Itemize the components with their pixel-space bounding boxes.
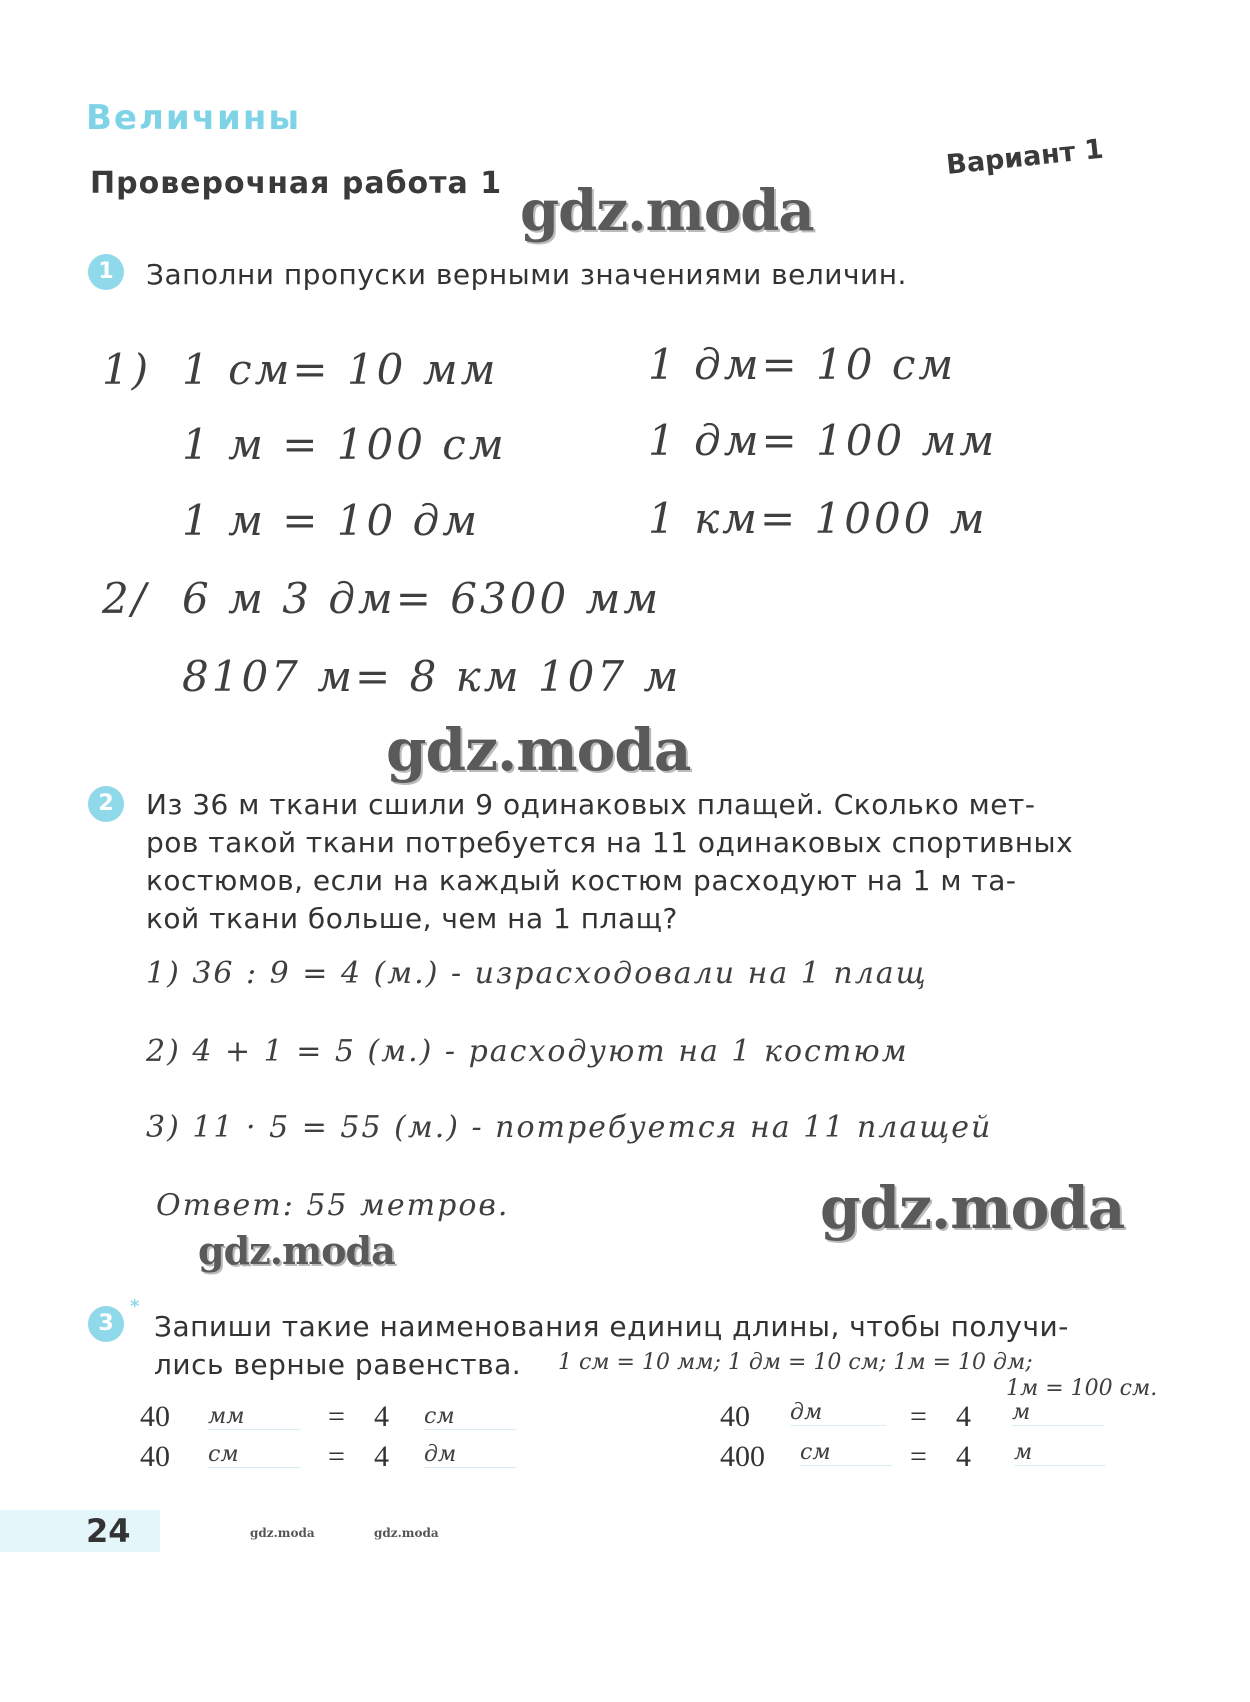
watermark: gdz.moda bbox=[386, 716, 691, 784]
variant-label: Вариант 1 bbox=[944, 133, 1105, 181]
eq-sign: = bbox=[328, 1400, 345, 1433]
task1-label-1: 1) bbox=[102, 345, 152, 394]
task1-answer-row1-left: 1 см= 10 мм bbox=[182, 345, 499, 394]
small-watermark: gdz.moda bbox=[374, 1526, 439, 1540]
task-number-badge: 3 bbox=[88, 1306, 124, 1342]
task1-answer-row5: 8107 м= 8 км 107 м bbox=[182, 652, 682, 701]
watermark: gdz.moda bbox=[820, 1174, 1125, 1242]
task2-line: Из 36 м ткани сшили 9 одинаковых плащей. Сколько мет- bbox=[146, 788, 1036, 821]
eq-unit-answer: дм bbox=[424, 1442, 516, 1468]
eq-value: 40 bbox=[720, 1400, 750, 1433]
task1-answer-row1-right: 1 дм= 10 см bbox=[648, 340, 957, 389]
eq-unit-answer: мм bbox=[208, 1404, 300, 1430]
task2-answer: Ответ: 55 метров. bbox=[156, 1188, 510, 1223]
task2-line: костюмов, если на каждый костюм расходуют на 1 м та- bbox=[146, 864, 1017, 897]
task-number-badge: 2 bbox=[88, 786, 124, 822]
task1-answer-row3-left: 1 м = 10 дм bbox=[182, 496, 481, 545]
task2-line: ров такой ткани потребуется на 11 одинаковых спортивных bbox=[146, 826, 1074, 859]
section-title: Величины bbox=[86, 98, 302, 138]
difficulty-star-icon: * bbox=[130, 1296, 140, 1317]
task3-note: 1м = 100 см. bbox=[1006, 1376, 1158, 1401]
task1-answer-row4: 6 м 3 дм= 6300 мм bbox=[182, 574, 662, 623]
eq-value: 400 bbox=[720, 1440, 765, 1473]
eq-sign: = bbox=[328, 1440, 345, 1473]
task2-solution-step: 1) 36 : 9 = 4 (м.) - израсходовали на 1 плащ bbox=[146, 956, 928, 991]
eq-unit-answer: м bbox=[1014, 1440, 1106, 1466]
eq-value: 4 bbox=[956, 1400, 971, 1433]
eq-unit-answer: м bbox=[1012, 1400, 1104, 1426]
eq-value: 4 bbox=[374, 1400, 389, 1433]
eq-value: 40 bbox=[140, 1400, 170, 1433]
eq-value: 4 bbox=[374, 1440, 389, 1473]
footer-bar bbox=[0, 1510, 160, 1552]
eq-unit-answer: см bbox=[424, 1404, 516, 1430]
task1-prompt: Заполни пропуски верными значениями величин. bbox=[146, 258, 907, 291]
watermark: gdz.moda bbox=[198, 1228, 395, 1273]
eq-unit-answer: см bbox=[800, 1440, 892, 1466]
task1-answer-row2-left: 1 м = 100 см bbox=[182, 420, 507, 469]
eq-unit-answer: см bbox=[208, 1442, 300, 1468]
task3-note: 1 см = 10 мм; 1 дм = 10 см; 1м = 10 дм; bbox=[558, 1350, 1033, 1375]
page-number: 24 bbox=[86, 1512, 131, 1550]
task-number-badge: 1 bbox=[88, 254, 124, 290]
task2-solution-step: 2) 4 + 1 = 5 (м.) - расходуют на 1 костюм bbox=[146, 1034, 909, 1069]
task1-answer-row3-right: 1 км= 1000 м bbox=[648, 494, 988, 543]
task3-line: Запиши такие наименования единиц длины, чтобы получи- bbox=[154, 1310, 1069, 1343]
task3-line: лись верные равенства. bbox=[154, 1348, 522, 1381]
eq-sign: = bbox=[910, 1440, 927, 1473]
eq-value: 4 bbox=[956, 1440, 971, 1473]
eq-sign: = bbox=[910, 1400, 927, 1433]
task1-answer-row2-right: 1 дм= 100 мм bbox=[648, 416, 998, 465]
page-title: Проверочная работа 1 bbox=[90, 166, 503, 201]
task2-solution-step: 3) 11 · 5 = 55 (м.) - потребуется на 11 плащей bbox=[146, 1110, 993, 1145]
task2-line: кой ткани больше, чем на 1 плащ? bbox=[146, 902, 678, 935]
small-watermark: gdz.moda bbox=[250, 1526, 315, 1540]
watermark: gdz.moda bbox=[520, 178, 814, 244]
eq-unit-answer: дм bbox=[790, 1400, 886, 1426]
task1-label-2: 2/ bbox=[102, 574, 149, 623]
eq-value: 40 bbox=[140, 1440, 170, 1473]
